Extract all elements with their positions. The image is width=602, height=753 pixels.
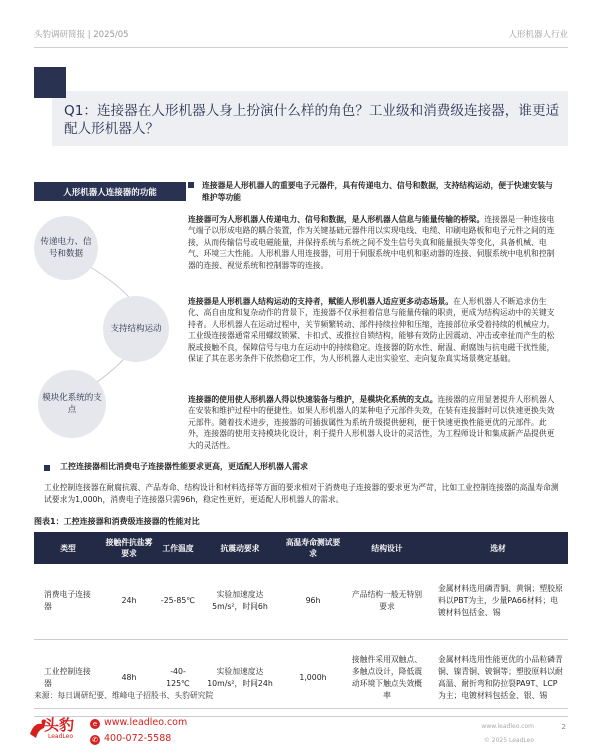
report-header-right: 人形机器人行业 [508, 30, 568, 40]
globe-icon: e [90, 719, 100, 729]
paragraph-3-body: 连接器的应用显著提升人形机器人在安装和维护过程中的便捷性。如果人形机器人的某种电子元部件失效，在装有连接器时可以快速更换失效元部件。随着技术进步，连接器的可插拔属性为系统升级提供便利，便于快速更换性能更优的元部件。此外，连接器的使用支持模块化设计，利于提升人形机器人设计的灵活性，为工程师设计和集成新产品提供更大的灵活性。 [188, 395, 555, 450]
table-cell: 24h [102, 564, 156, 639]
footer-website-link[interactable]: www.leadleo.com [104, 717, 188, 728]
function-label: 人形机器人连接器的功能 [34, 182, 186, 201]
table-cell: 产品结构一般无特别要求 [346, 564, 428, 639]
table-cell: 实验加速度达10m/s²，时间24h [200, 639, 280, 716]
phone-icon: ✆ [90, 735, 100, 745]
table-cell: 金属材料选用磷青铜、黄铜；塑胶原料以PBT为主，少量PA66材料；电镀材料包括金、锡 [428, 564, 568, 639]
table-cell: 消费电子连接器 [34, 564, 102, 639]
table-cell: 96h [280, 564, 346, 639]
source-note: 来源：每日调研纪要、维峰电子招股书、头豹研究院 [34, 691, 214, 700]
footer-site-small: www.leadleo.com [481, 723, 534, 730]
paragraph-1-lead: 连接器可为人形机器人传递电力、信号和数据，是人形机器人信息与能量传输的桥梁。 [188, 215, 485, 224]
paragraph-2-body: 在人形机器人不断追求仿生化、高自由度和复杂动作的背景下，连接器不仅承担着信息与能量传输的职责，更成为结构运动中的关键支持者。人形机器人在运动过程中，关节频繁转动、部件持续拉伸和压缩，连接部位承受着持续的机械应力。工业级连接器通常采用螺纹锁紧、卡扣式、或推拉自锁结构，能够有效防止因震动、冲击或牵扯而产生的松脱或接触不良，保障信号与电力在运动中的持续稳定。连接器的防水性、耐温、耐腐蚀与抗电磁干扰性能，保证了其在恶劣条件下依然稳定工作，为人形机器人走出实验室、走向复杂真实场景奠定基础。 [188, 297, 555, 364]
header-material: 选材 [428, 532, 568, 564]
header-type: 类型 [34, 532, 102, 564]
circle-transmit: 传递电力、信号和数据 [34, 216, 98, 280]
footer-divider [34, 708, 568, 709]
page-number: 2 [561, 723, 566, 731]
table-cell: -25-85℃ [156, 564, 200, 639]
table-cell: 48h [102, 639, 156, 716]
table-cell: 金属材料选用性能更优的小品粒磷青铜、镍青铜、铍铜等；塑胶原料以耐高温、耐折弯和防拉裂PA9T、LCP为主；电镀材料包括金、银、锡 [428, 639, 568, 716]
header-temperature: 工作温度 [156, 532, 200, 564]
footer-copyright: © 2025 LeadLeo [483, 737, 534, 744]
header-salt-spray: 接触件抗盐雾要求 [102, 532, 156, 564]
table-cell: -40-125℃ [156, 639, 200, 716]
table-header-row [34, 532, 568, 564]
question-title: Q1：连接器在人形机器人身上扮演什么样的角色？工业级和消费级连接器，谁更适配人形机器人？ [64, 103, 560, 137]
header-divider [34, 47, 568, 48]
section-title: 工控连接器相比消费电子连接器性能要求更高，更适配人形机器人需求 [60, 462, 308, 471]
footer-phone: 400-072-5588 [104, 733, 172, 744]
paragraph-3 [188, 394, 560, 451]
paragraph-2-lead: 连接器是人形机器人结构运动的支持者，赋能人形机器人适应更多动态场景。 [188, 297, 454, 306]
paragraph-2 [188, 296, 560, 364]
section-bullet [44, 465, 50, 471]
table-cell: 实验加速度达5m/s²，时间6h [200, 564, 280, 639]
paragraph-1 [188, 214, 560, 271]
header-structure: 结构设计 [346, 532, 428, 564]
table-cell: 接触件采用双触点、多触点设计，降低震动环境下触点失效概率 [346, 639, 428, 716]
circle-structure: 支持结构运动 [103, 296, 169, 362]
lead-text: 连接器是人形机器人的重要电子元器件，具有传递电力、信号和数据，支持结构运动，便于快速安装与维护等功能 [202, 181, 553, 202]
logo-text-cn: 头豹 [44, 716, 75, 734]
paragraph-1-body: 连接器是一种连接电气端子以形成电路的耦合装置，作为关键基础元器件用以实现电线、电缆、印刷电路板和电子元件之间的连接，从而传输信号或电磁能量，并保持系统与系统之间不发生信号失真和能量损失等变化，具备机械、电气、环境三大性能。人形机器人用连接器，可用于伺服系统中电机和驱动器的连接、伺服系统中电机和控制器的连接、视觉系统和控制器等的连接。 [188, 215, 555, 270]
table-row [34, 639, 568, 716]
figure-title: 图表1：工控连接器和消费级连接器的性能对比 [34, 517, 200, 526]
logo-text-en: LeadLeo [48, 733, 74, 740]
circle-modular: 模块化系统的支点 [38, 370, 106, 438]
table-cell: 1,000h [280, 639, 346, 716]
lead-bullet [188, 182, 194, 188]
comparison-table [34, 532, 568, 717]
section-paragraph: 工业控制连接器在耐腐抗震、产品寿命、结构设计和材料选择等方面的要求相对于消费电子连接器的要求更为严苛，比如工业控制连接器的高温寿命测试要求为1,000h，消费电子连接器只需96h，稳定性更好，更适配人形机器人的需求。 [44, 483, 559, 504]
header-lifetime: 高温寿命测试要求 [280, 532, 346, 564]
paragraph-3-lead: 连接器的使用使人形机器人得以快速装备与维护，是模块化系统的支点。 [188, 395, 438, 404]
report-header-left: 头豹调研简报 | 2025/05 [34, 30, 129, 40]
table-cell: 工业控制连接器 [34, 639, 102, 716]
table-row [34, 564, 568, 639]
question-accent-block [34, 67, 66, 98]
header-vibration: 抗震动要求 [200, 532, 280, 564]
